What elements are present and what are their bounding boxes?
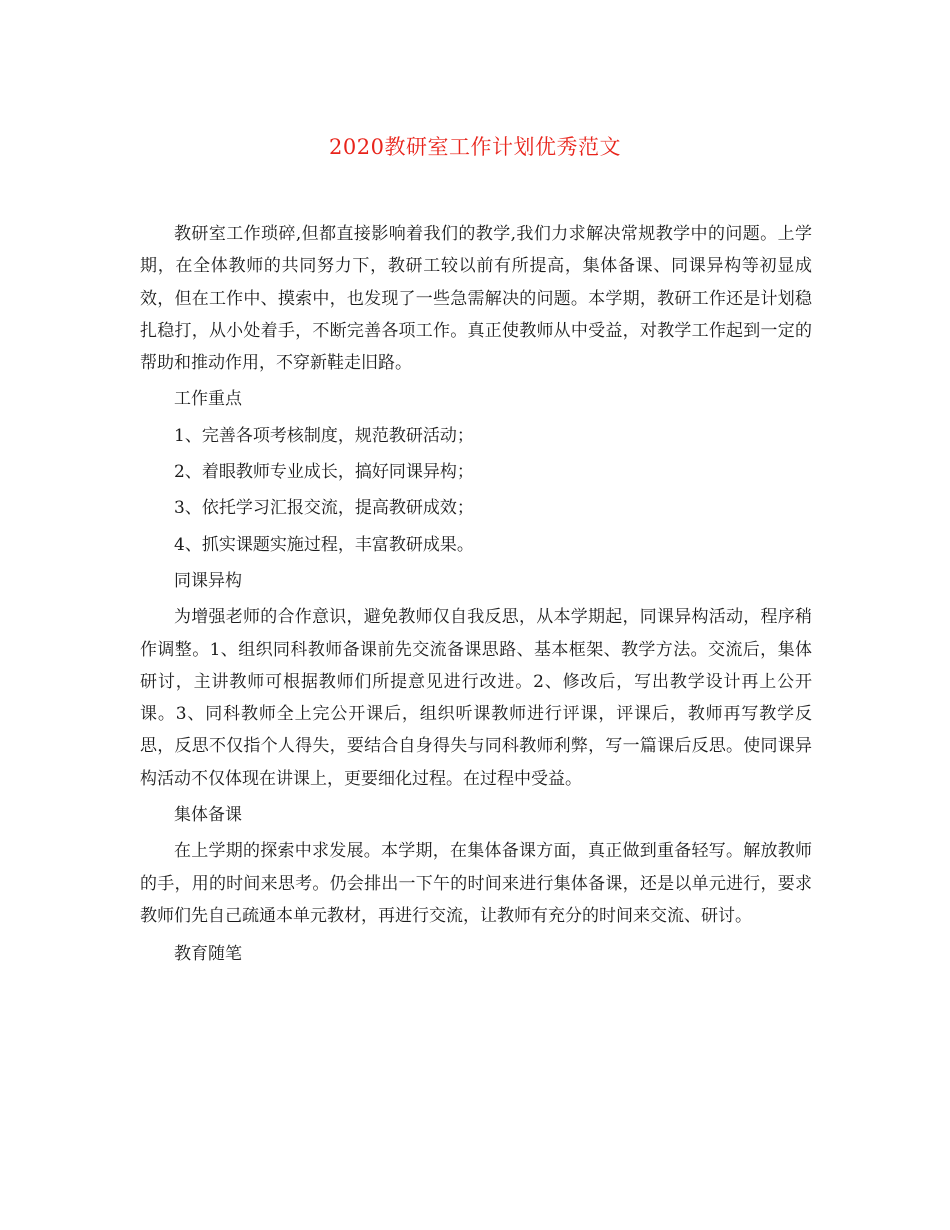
- list-item: 1、完善各项考核制度，规范教研活动；: [174, 425, 474, 446]
- document-body: [140, 218, 812, 975]
- section-heading-collective-prep: 集体备课: [174, 805, 242, 826]
- list-item: 2、着眼教师专业成长，搞好同课异构；: [174, 462, 474, 483]
- intro-paragraph: 教研室工作琐碎,但都直接影响着我们的教学,我们力求解决常规教学中的问题。上学期，在全体教师的共同努力下，教研工较以前有所提高，集体备课、同课异构等初显成效，但在工作中、摸索中，也发现了一些急需解决的问题。本学期，教研工作还是计划稳扎稳打，从小处着手，不断完善各项工作。真正使教师从中受益，对教学工作起到一定的帮助和推动作用，不穿新鞋走旧路。: [140, 224, 812, 374]
- collective-prep-paragraph: 在上学期的探索中求发展。本学期，在集体备课方面，真正做到重备轻写。解放教师的手，用的时间来思考。仍会排出一下午的时间来进行集体备课，还是以单元进行，要求教师们先自己疏通本单元教材，再进行交流，让教师有充分的时间来交流、研讨。: [140, 841, 812, 926]
- section-heading-education-essay: 教育随笔: [174, 944, 242, 965]
- same-lesson-paragraph: 为增强老师的合作意识，避免教师仅自我反思，从本学期起，同课异构活动，程序稍作调整。1、组织同科教师备课前先交流备课思路、基本框架、教学方法。交流后，集体研讨，主讲教师可根据教师们所提意见进行改进。2、修改后，写出教学设计再上公开课。3、同科教师全上完公开课后，组织听课教师进行评课，评课后，教师再写教学反思，反思不仅指个人得失，要结合自身得失与同科教师利弊，写一篇课后反思。使同课异构活动不仅体现在讲课上，更要细化过程。在过程中受益。: [140, 607, 812, 789]
- list-item: 3、依托学习汇报交流，提高教研成效；: [174, 498, 474, 519]
- section-heading-same-lesson: 同课异构: [174, 570, 242, 591]
- document-title: 2020教研室工作计划优秀范文: [329, 135, 621, 159]
- list-item: 4、抓实课题实施过程，丰富教研成果。: [174, 534, 474, 555]
- section-heading-work-focus: 工作重点: [174, 389, 242, 410]
